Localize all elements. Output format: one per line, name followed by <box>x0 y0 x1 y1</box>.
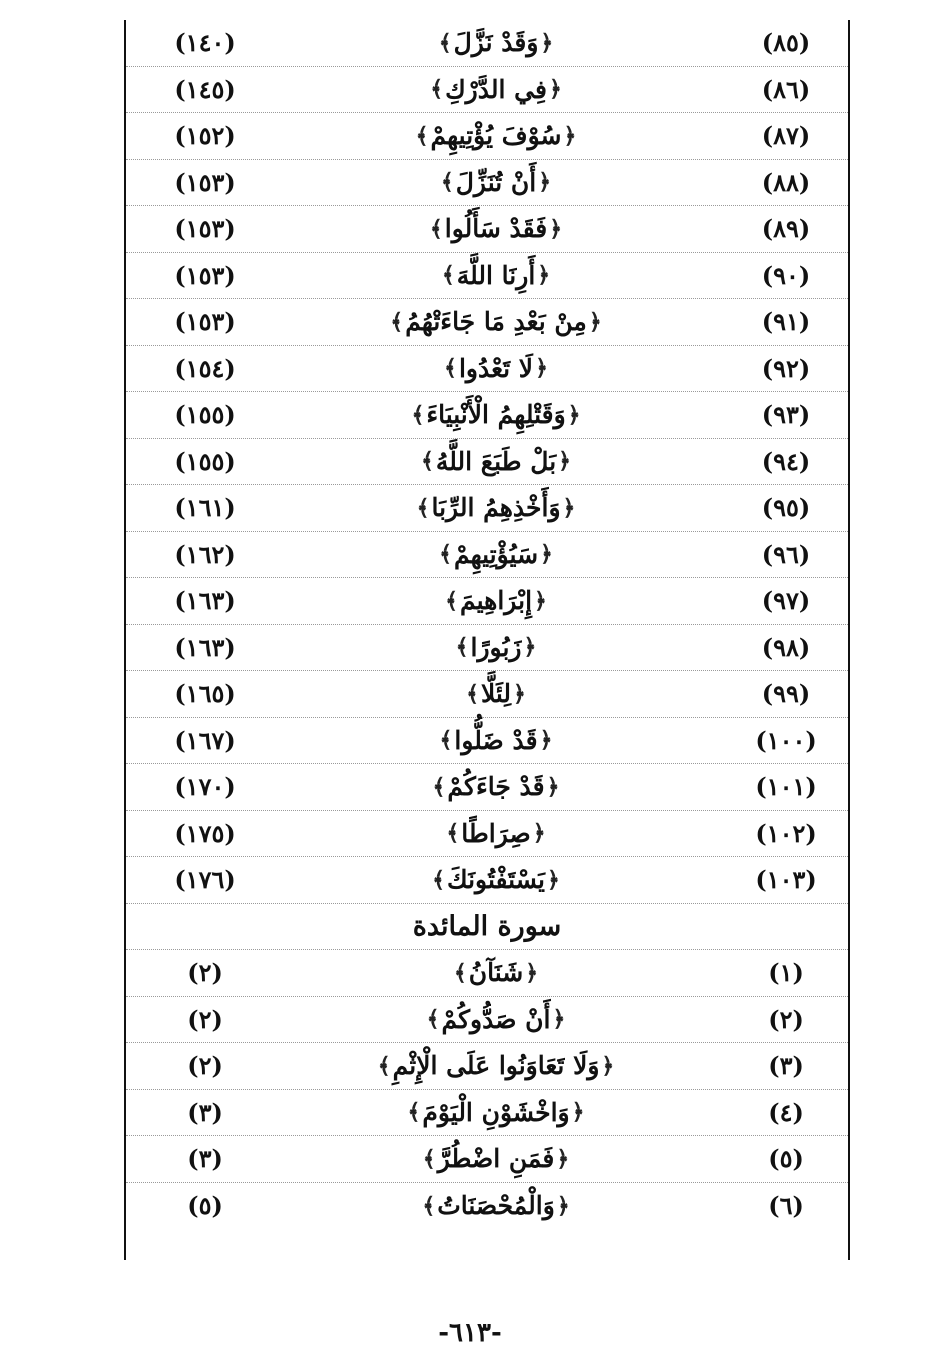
quran-word-text: صِرَاطًا <box>461 818 531 848</box>
quran-word-text: بَلْ طَبَعَ اللَّهُ <box>435 446 557 476</box>
ornate-bracket-close: ﴾ <box>422 1145 436 1172</box>
entry-number: (٩٤) <box>761 446 811 476</box>
quran-word <box>296 764 696 810</box>
quran-word <box>296 392 696 438</box>
index-table <box>124 20 850 1260</box>
ornate-bracket-close: ﴾ <box>416 494 430 521</box>
entry-number: (١٠١) <box>755 772 817 802</box>
quran-word <box>296 671 696 717</box>
table-row <box>126 950 848 997</box>
ornate-bracket-close: ﴾ <box>411 401 425 428</box>
ornate-bracket-open: ﴿ <box>537 262 551 289</box>
ornate-bracket-close: ﴾ <box>453 959 467 986</box>
quran-word <box>296 160 696 206</box>
quran-word-text: سَيُؤْتِيهِمْ <box>453 539 539 569</box>
verse-number: (١٧٥) <box>174 818 236 848</box>
quran-word <box>296 1090 696 1136</box>
ornate-bracket-open: ﴿ <box>523 634 537 661</box>
ornate-bracket-close: ﴾ <box>426 1006 440 1033</box>
ornate-bracket-open: ﴿ <box>534 587 547 614</box>
ornate-bracket-close: ﴾ <box>432 866 446 893</box>
quran-word-text: وَقَتْلِهِمُ الْأَنْبِيَاءَ <box>426 400 566 430</box>
verse-number: (٣) <box>187 1144 223 1174</box>
entry-number: (٢) <box>768 1004 804 1034</box>
table-row <box>126 718 848 765</box>
table-row <box>126 857 848 904</box>
ornate-bracket-close: ﴾ <box>390 308 404 335</box>
table-row <box>126 299 848 346</box>
ornate-bracket-close: ﴾ <box>429 215 443 242</box>
table-row <box>126 1043 848 1090</box>
ornate-bracket-open: ﴿ <box>571 1099 585 1126</box>
table-row <box>126 811 848 858</box>
ornate-bracket-open: ﴿ <box>552 1006 566 1033</box>
ornate-bracket-open: ﴿ <box>532 820 546 847</box>
quran-word <box>296 997 696 1043</box>
quran-word-text: وَقَدْ نَزَّلَ <box>453 28 539 58</box>
quran-word <box>296 299 696 345</box>
entry-number: (٩١) <box>761 307 811 337</box>
verse-number: (١٥٣) <box>174 260 236 290</box>
ornate-bracket-close: ﴾ <box>440 169 454 196</box>
verse-number: (١٦٣) <box>174 632 236 662</box>
verse-number: (١٦٥) <box>174 679 236 709</box>
quran-word-text: أَنْ تُنَزِّلَ <box>455 167 537 197</box>
entry-number: (٨٩) <box>761 214 811 244</box>
verse-number: (١٥٢) <box>174 121 236 151</box>
entry-number: (٨٥) <box>761 28 811 58</box>
ornate-bracket-open: ﴿ <box>588 308 602 335</box>
section-title: سورة المائدة <box>412 910 562 942</box>
quran-word <box>296 206 696 252</box>
entry-number: (٩٢) <box>761 353 811 383</box>
quran-word-text: سُوْفَ يُؤْتِيهِمْ <box>430 121 562 151</box>
ornate-bracket-close: ﴾ <box>445 587 458 614</box>
ornate-bracket-open: ﴿ <box>539 727 553 754</box>
quran-word <box>296 811 696 857</box>
table-row <box>126 1090 848 1137</box>
quran-word <box>296 113 696 159</box>
quran-word <box>296 625 696 671</box>
ornate-bracket-open: ﴿ <box>535 355 548 382</box>
table-row <box>126 67 848 114</box>
verse-number: (١٦١) <box>174 493 236 523</box>
table-row <box>126 253 848 300</box>
quran-word-text: وَلَا تَعَاوَنُوا عَلَى الْإِثْمِ <box>392 1051 600 1081</box>
table-row <box>126 532 848 579</box>
entry-number: (٩٦) <box>761 539 811 569</box>
table-row <box>126 206 848 253</box>
quran-word-text: أَنْ صَدُّوكُمْ <box>441 1004 551 1034</box>
entry-number: (١٠٢) <box>755 818 817 848</box>
entry-number: (٩٣) <box>761 400 811 430</box>
verse-number: (٢) <box>187 1051 223 1081</box>
quran-word-text: قَدْ ضَلُّوا <box>454 725 538 755</box>
ornate-bracket-open: ﴿ <box>538 169 552 196</box>
entry-number: (٣) <box>768 1051 804 1081</box>
verse-number: (١٥٣) <box>174 167 236 197</box>
entry-number: (٩٥) <box>761 493 811 523</box>
ornate-bracket-open: ﴿ <box>567 401 581 428</box>
entry-number: (٩٠) <box>761 260 811 290</box>
quran-word <box>296 950 696 996</box>
ornate-bracket-close: ﴾ <box>415 122 429 149</box>
quran-word-text: فِي الدَّرْكِ <box>445 74 547 104</box>
quran-word-text: شَنَآنُ <box>468 958 524 988</box>
verse-number: (٢) <box>187 1004 223 1034</box>
entry-number: (٨٨) <box>761 167 811 197</box>
table-row <box>126 346 848 393</box>
quran-word <box>296 1043 696 1089</box>
verse-number: (١٧٦) <box>174 865 236 895</box>
table-row <box>126 1136 848 1183</box>
page-number: -٦١٣- <box>438 1318 502 1348</box>
table-row <box>126 160 848 207</box>
quran-word-text: أَرِنَا اللَّهَ <box>456 260 536 290</box>
table-row <box>126 671 848 718</box>
quran-word <box>296 718 696 764</box>
entry-number: (٩٩) <box>761 679 811 709</box>
quran-word <box>296 67 696 113</box>
ornate-bracket-close: ﴾ <box>420 448 434 475</box>
ornate-bracket-open: ﴿ <box>562 494 576 521</box>
table-body <box>126 20 848 1229</box>
ornate-bracket-close: ﴾ <box>441 262 455 289</box>
section-heading-row <box>126 904 848 951</box>
ornate-bracket-close: ﴾ <box>438 29 452 56</box>
ornate-bracket-open: ﴿ <box>546 866 560 893</box>
table-row <box>126 625 848 672</box>
table-row <box>126 392 848 439</box>
entry-number: (٨٦) <box>761 74 811 104</box>
table-row <box>126 439 848 486</box>
quran-word <box>296 253 696 299</box>
ornate-bracket-close: ﴾ <box>444 355 457 382</box>
ornate-bracket-open: ﴿ <box>540 29 554 56</box>
quran-word <box>296 346 696 392</box>
ornate-bracket-close: ﴾ <box>439 541 452 568</box>
ornate-bracket-open: ﴿ <box>540 541 553 568</box>
entry-number: (١٠٠) <box>755 725 817 755</box>
verse-number: (١٦٣) <box>174 586 236 616</box>
quran-word-text: وَأَخْذِهِمُ الرِّبَا <box>431 493 561 523</box>
quran-word-text: قَدْ جَاءَكُمْ <box>447 772 545 802</box>
verse-number: (١٤٥) <box>174 74 236 104</box>
ornate-bracket-open: ﴿ <box>513 680 526 707</box>
verse-number: (١٥٣) <box>174 307 236 337</box>
ornate-bracket-open: ﴿ <box>601 1052 615 1079</box>
quran-word-text: فَقَدْ سَأَلُوا <box>444 214 548 244</box>
quran-word <box>296 439 696 485</box>
ornate-bracket-open: ﴿ <box>556 1192 570 1219</box>
quran-word-text: مِنْ بَعْدِ مَا جَاءَتْهُمُ <box>405 307 587 337</box>
entry-number: (٦) <box>768 1191 804 1221</box>
quran-word-text: فَمَنِ اضْطُرَّ <box>437 1144 555 1174</box>
ornate-bracket-close: ﴾ <box>432 773 446 800</box>
ornate-bracket-close: ﴾ <box>430 76 444 103</box>
table-row <box>126 1183 848 1230</box>
ornate-bracket-close: ﴾ <box>466 680 479 707</box>
verse-number: (١٦٧) <box>174 725 236 755</box>
table-row <box>126 485 848 532</box>
table-row <box>126 997 848 1044</box>
verse-number: (١٥٤) <box>174 353 236 383</box>
verse-number: (٣) <box>187 1097 223 1127</box>
table-row <box>126 764 848 811</box>
table-row <box>126 20 848 67</box>
entry-number: (٨٧) <box>761 121 811 151</box>
quran-word-text: زَبُورًا <box>470 632 522 662</box>
entry-number: (٩٧) <box>761 586 811 616</box>
verse-number: (١٥٥) <box>174 446 236 476</box>
verse-number: (١٥٣) <box>174 214 236 244</box>
ornate-bracket-close: ﴾ <box>446 820 460 847</box>
quran-word <box>296 1183 696 1230</box>
ornate-bracket-open: ﴿ <box>556 1145 570 1172</box>
entry-number: (٤) <box>768 1097 804 1127</box>
quran-word <box>296 578 696 624</box>
quran-word-text: لَا تَعْدُوا <box>458 353 534 383</box>
verse-number: (١٤٠) <box>174 28 236 58</box>
ornate-bracket-open: ﴿ <box>563 122 577 149</box>
quran-word-text: يَسْتَفْتُونَكَ <box>447 865 545 895</box>
ornate-bracket-open: ﴿ <box>558 448 572 475</box>
verse-number: (٢) <box>187 958 223 988</box>
quran-word-text: إِبْرَاهِيمَ <box>460 586 533 616</box>
quran-word <box>296 20 696 66</box>
quran-word <box>296 1136 696 1182</box>
ornate-bracket-open: ﴿ <box>549 215 563 242</box>
quran-word-text: وَالْمُحْصَنَاتُ <box>437 1191 555 1221</box>
ornate-bracket-close: ﴾ <box>422 1192 436 1219</box>
quran-word <box>296 485 696 531</box>
ornate-bracket-open: ﴿ <box>525 959 539 986</box>
ornate-bracket-close: ﴾ <box>439 727 453 754</box>
quran-word <box>296 857 696 903</box>
entry-number: (٥) <box>768 1144 804 1174</box>
entry-number: (٩٨) <box>761 632 811 662</box>
ornate-bracket-open: ﴿ <box>548 76 562 103</box>
ornate-bracket-close: ﴾ <box>377 1052 391 1079</box>
quran-word-text: لِئَلَّا <box>480 679 512 709</box>
ornate-bracket-open: ﴿ <box>546 773 560 800</box>
verse-number: (٥) <box>187 1191 223 1221</box>
verse-number: (١٥٥) <box>174 400 236 430</box>
table-row <box>126 113 848 160</box>
ornate-bracket-close: ﴾ <box>455 634 469 661</box>
ornate-bracket-close: ﴾ <box>407 1099 421 1126</box>
verse-number: (١٧٠) <box>174 772 236 802</box>
quran-word-text: وَاخْشَوْنِ الْيَوْمَ <box>422 1097 570 1127</box>
entry-number: (١) <box>768 958 804 988</box>
quran-word <box>296 532 696 578</box>
verse-number: (١٦٢) <box>174 539 236 569</box>
entry-number: (١٠٣) <box>755 865 817 895</box>
table-row <box>126 578 848 625</box>
